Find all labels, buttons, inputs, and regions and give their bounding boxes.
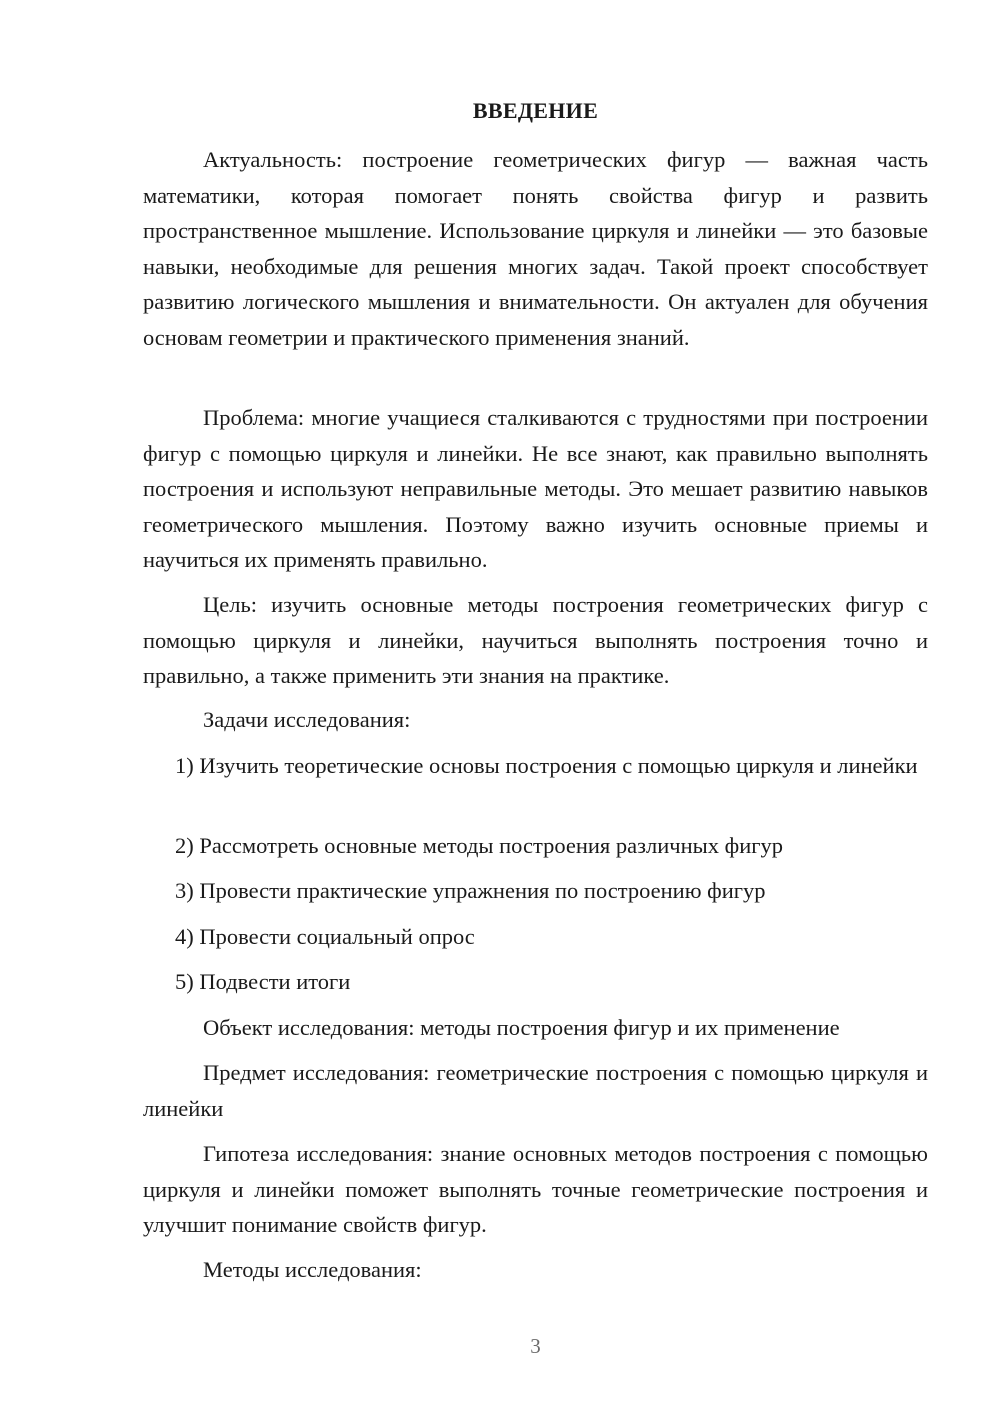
paragraph-object: Объект исследования: методы построения фигур и их применение [203,1015,840,1040]
document-page [143,0,928,1414]
task-item: 1) Изучить теоретические основы построения с помощью циркуля и линейки [175,753,918,778]
tasks-heading: Задачи исследования: [203,707,411,732]
paragraph-hypothesis: Гипотеза исследования: знание основных методов построения с помощью циркуля и линейки поможет выполнять точные геометрические построения и улучшит понимание свойств фигур. [143,1141,928,1237]
task-item: 5) Подвести итоги [175,969,351,994]
task-item: 3) Провести практические упражнения по построению фигур [175,878,766,903]
paragraph-problem: Проблема: многие учащиеся сталкиваются с трудностями при построении фигур с помощью циркуля и линейки. Не все знают, как правильно выполнять построения и используют неправильные методы. Это мешает развитию навыков геометрического мышления. Поэтому важно изучить основные приемы и научиться их применять правильно. [143,405,928,572]
task-item: 2) Рассмотреть основные методы построения различных фигур [175,833,783,858]
methods-heading: Методы исследования: [203,1257,422,1282]
page-number: 3 [530,1334,541,1358]
paragraph-subject: Предмет исследования: геометрические построения с помощью циркуля и линейки [143,1060,928,1121]
paragraph-goal: Цель: изучить основные методы построения геометрических фигур с помощью циркуля и линейки, научиться выполнять построения точно и правильно, а также применить эти знания на практике. [143,592,928,688]
task-item: 4) Провести социальный опрос [175,924,475,949]
paragraph-relevance: Актуальность: построение геометрических фигур — важная часть математики, которая помогает понять свойства фигур и развить пространственное мышление. Использование циркуля и линейки — это базовые навыки, необходимые для решения многих задач. Такой проект способствует развитию логического мышления и внимательности. Он актуален для обучения основам геометрии и практического применения знаний. [143,147,928,350]
section-title: ВВЕДЕНИЕ [472,98,599,123]
